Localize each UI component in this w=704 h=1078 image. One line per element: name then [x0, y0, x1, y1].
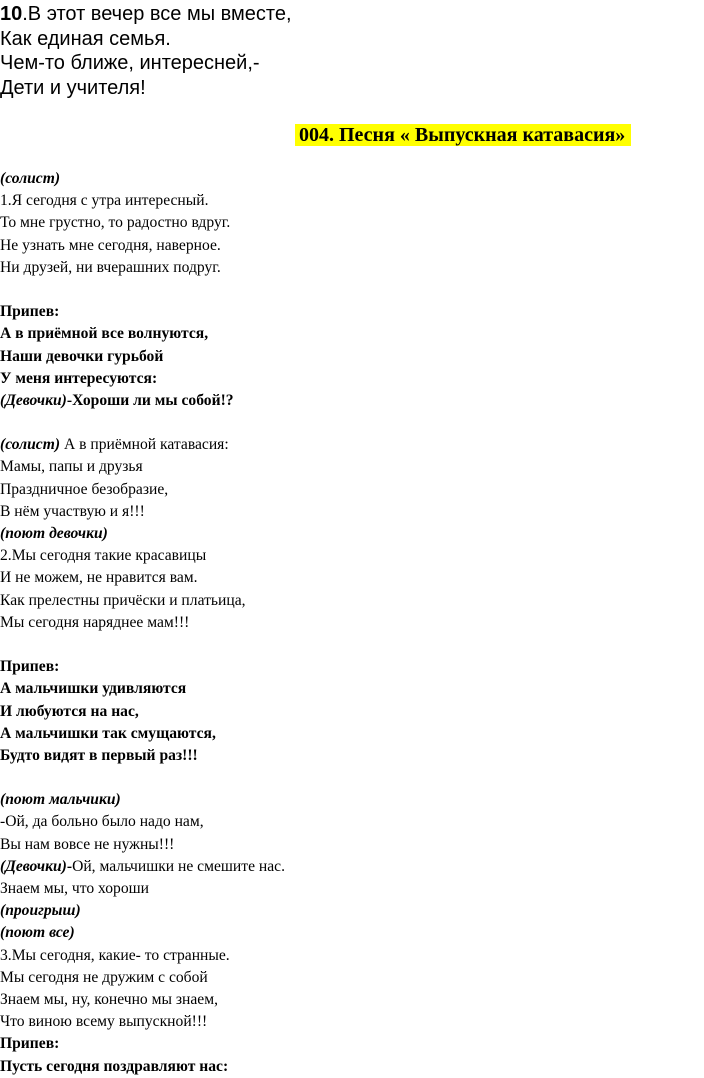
lyric-line: 2.Мы сегодня такие красавицы: [0, 547, 207, 565]
performer-note: (проигрыш): [0, 902, 81, 920]
lyric-line: Праздничное безобразие,: [0, 480, 169, 498]
song-title-block: [295, 122, 631, 148]
chorus-line: А мальчишки удивляются: [0, 680, 187, 698]
intro-line-3: Чем-то ближе, интересней,-: [0, 52, 260, 74]
lyric-line: Что виною всему выпускной!!!: [0, 1013, 208, 1031]
intro-line-1: [0, 2, 292, 27]
performer-note: (Девочки): [0, 391, 67, 409]
lyric-line: [0, 856, 285, 878]
lyric-line: Как прелестны причёски и платьица,: [0, 591, 246, 609]
song-lyrics: [0, 168, 285, 1078]
performer-note: (поют девочки): [0, 525, 108, 542]
performer-note: (солист): [0, 436, 61, 454]
intro-line-2: Как единая семья.: [0, 27, 171, 50]
intro-line-4: Дети и учителя!: [0, 76, 146, 99]
performer-note: (Девочки): [0, 857, 67, 875]
lyric-line: Не узнать мне сегодня, наверное.: [0, 236, 221, 254]
lyric-line: Знаем мы, что хороши: [0, 880, 150, 897]
chorus-line: Наши девочки гурьбой: [0, 347, 164, 365]
chorus-line-text: -Хороши ли мы собой!?: [66, 391, 234, 409]
performer-note: (солист): [0, 170, 61, 187]
chorus-line: Пусть сегодня поздравляют нас:: [0, 1057, 229, 1075]
chorus-line: А мальчишки так смущаются,: [0, 724, 216, 742]
chorus-line: [0, 390, 285, 412]
lyric-line: 3.Мы сегодня, какие- то странные.: [0, 946, 230, 964]
chorus-line: Будто видят в первый раз!!!: [0, 746, 198, 764]
blank-line: [0, 412, 285, 434]
lyric-line: Мы сегодня наряднее мам!!!: [0, 613, 190, 631]
lyric-line: Ни друзей, ни вчерашних подруг.: [0, 258, 221, 276]
lyric-line-text: А в приёмной катавасия:: [60, 436, 229, 454]
song-title: 004. Песня « Выпускная катавасия»: [295, 124, 631, 146]
lyric-line: [0, 434, 285, 456]
lyric-line: Знаем мы, ну, конечно мы знаем,: [0, 990, 218, 1008]
blank-line: [0, 279, 285, 301]
blank-line: [0, 634, 285, 656]
blank-line: [0, 767, 285, 789]
intro-line-1-text: .В этот вечер все мы вместе,: [22, 3, 292, 25]
lyric-line: И не можем, не нравится вам.: [0, 569, 198, 587]
lyric-line: 1.Я сегодня с утра интересный.: [0, 192, 209, 210]
chorus-heading: Припев:: [0, 658, 60, 676]
performer-note: (поют все): [0, 924, 75, 942]
lyric-line: Мамы, папы и друзья: [0, 458, 143, 476]
chorus-line: И любуются на нас,: [0, 702, 139, 720]
lyric-line: Вы нам вовсе не нужны!!!: [0, 835, 175, 853]
lyric-line: -Ой, да больно было надо нам,: [0, 813, 204, 831]
chorus-line: А в приёмной все волнуются,: [0, 325, 209, 343]
lyric-line: В нём участвую и я!!!: [0, 502, 145, 520]
intro-number: 10: [0, 3, 23, 25]
chorus-line: У меня интересуются:: [0, 369, 158, 387]
lyric-line: То мне грустно, то радостно вдруг.: [0, 214, 231, 232]
chorus-heading: Припев:: [0, 303, 60, 321]
lyric-line-text: Ой, мальчишки не смешите нас.: [72, 857, 285, 875]
chorus-heading: Припев:: [0, 1035, 60, 1053]
dash: -: [66, 857, 73, 875]
lyric-line: Мы сегодня не дружим с собой: [0, 968, 208, 986]
intro-verse: [0, 2, 292, 100]
performer-note: (поют мальчики): [0, 791, 121, 809]
